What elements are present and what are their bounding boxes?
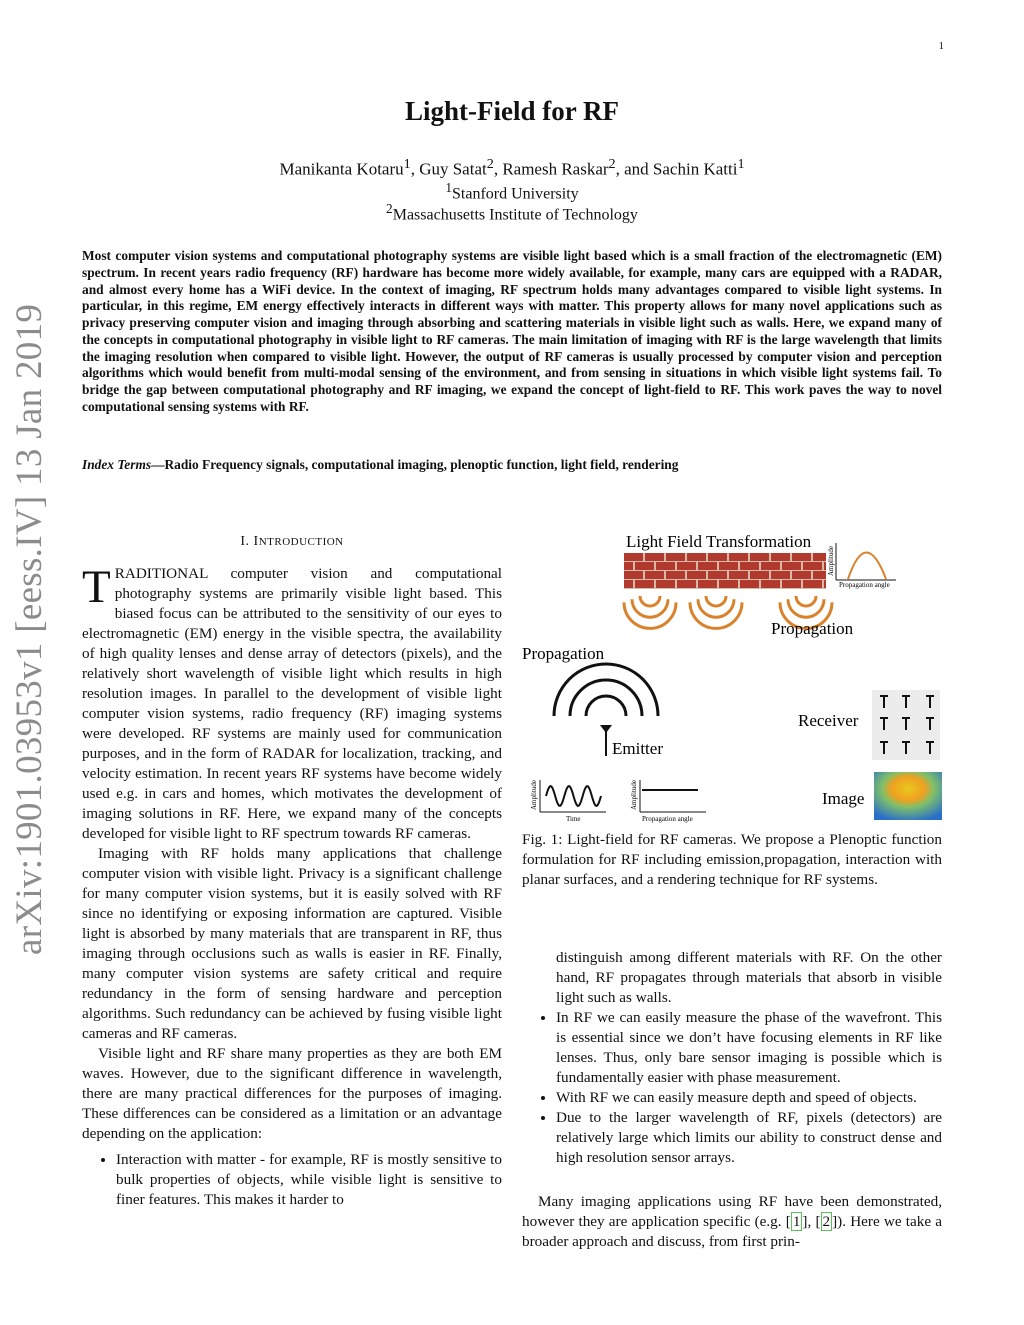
label-emitter: Emitter — [612, 739, 663, 758]
brick — [719, 562, 738, 570]
brick — [729, 571, 748, 579]
bullet-list — [522, 1008, 942, 1168]
brick — [750, 571, 769, 579]
brick — [761, 562, 780, 570]
brick — [677, 580, 696, 588]
brick — [645, 571, 664, 579]
right-column-paragraph: Many imaging applications using RF have been demonstrated, however they are application specific (e.g. [ 1 ], [ 2 ]). Here we take a broader approach and discuss, from first prin- — [522, 1193, 942, 1250]
scatter-wave-arc — [796, 596, 816, 606]
page-number: 1 — [938, 40, 944, 52]
brick — [656, 580, 675, 588]
brick — [792, 571, 811, 579]
citation-link[interactable]: 2 — [822, 1213, 831, 1230]
scatter-wave-arc — [788, 599, 824, 617]
label-light-field-transformation: Light Field Transformation — [626, 532, 812, 551]
scatter-wave-arc — [640, 596, 660, 606]
svg-text:Amplitude: Amplitude — [827, 546, 835, 576]
brick — [771, 553, 790, 561]
brick — [677, 562, 696, 570]
label-propagation-right: Propagation — [771, 619, 854, 638]
amplitude-time-plot — [530, 780, 606, 823]
affiliation: $^2$Massachusetts Institute of Technology — [386, 201, 638, 224]
amplitude-angle-flat-plot — [630, 780, 706, 823]
rendered-image — [874, 772, 942, 820]
intro-paragraph: Imaging with RF holds many applications that challenge computer vision with visible light. Privacy is a significant challenge for many computer vision systems, but it is easily solved with RF since no identifying or exposing information are captured. Visible light is absorbed by many materials that are transparent in RF, thus imaging through occlusions such as walls is easier in RF. Finally, many computer vision systems are safety critical and require redundancy in the form of sensing hardware and perception algorithms. Such redundancy can be achieved by fusing visible light cameras and RF cameras. — [82, 845, 502, 1042]
brick — [708, 553, 727, 561]
section-heading: I. INTRODUCTION — [240, 534, 344, 549]
author-list: Manikanta Kotaru$^1$, Guy Satat$^2$, Ramesh Raskar$^2$, and Sachin Katti$^1$ — [279, 156, 745, 179]
brick — [645, 553, 664, 561]
intro-column — [82, 561, 502, 1210]
emitter-wavefronts — [554, 664, 658, 716]
brick — [624, 553, 643, 561]
brick — [824, 580, 826, 588]
brick — [624, 580, 633, 588]
bullet-list — [82, 1150, 502, 1210]
abstract: Most computer vision systems and computational photography systems are visible light based which is a small fraction of the electromagnetic (EM) spectrum. In recent years radio frequency (RF) hardware has become more widely available, for example, many cars are equipped with a RADAR, and almost every home has a WiFi device. In the context of imaging, RF spectrum holds many advantages compared to visible light systems. In particular, in this regime, EM energy effectively interacts in different ways with matter. This property allows for many novel applications such as privacy preserving computer vision and imaging through absorbing and scattering materials in visible light such as walls. Here, we expand many of the concepts in computational photography in visible light to RF cameras. The main limitation of imaging with RF is the large wavelength that limits the imaging resolution when compared to visible light. However, the output of RF cameras is usually processed by computer vision and perception algorithms which would benefit from multi-modal sensing of the environment, and from sensing in situations in which visible light systems fail. To bridge the gap between computational photography and RF imaging, we expand the concept of light-field to RF. This work paves the way to novel computational sensing systems with RF. — [82, 248, 942, 414]
affiliation: $^1$Stanford University — [445, 180, 579, 203]
brick — [782, 562, 801, 570]
list-item: • Interaction with matter - for example, RF is mostly sensitive to bulk properties of objects, while visible light is sensitive to finer features. This makes it harder to — [116, 1150, 502, 1210]
arxiv-stamp: arXiv:1901.03953v1 [eess.IV] 13 Jan 2019 — [9, 303, 50, 955]
dropcap: T — [82, 561, 111, 613]
brick-wall — [624, 553, 826, 589]
brick — [803, 580, 822, 588]
svg-text:Time: Time — [566, 815, 581, 823]
brick — [729, 553, 748, 561]
emitter-icon — [600, 725, 612, 756]
brick — [771, 571, 790, 579]
brick — [666, 553, 685, 561]
brick — [740, 562, 759, 570]
brick — [656, 562, 675, 570]
list-item: • Due to the larger wavelength of RF, pixels (detectors) are relatively large which limits our ability to construct dense and high resolution sensor arrays. — [556, 1108, 942, 1168]
label-image: Image — [822, 789, 865, 808]
brick — [666, 571, 685, 579]
svg-text:Propagation angle: Propagation angle — [642, 815, 693, 823]
author-name: Ramesh Raskar — [502, 159, 609, 179]
label-receiver: Receiver — [798, 711, 859, 730]
brick — [750, 553, 769, 561]
brick — [635, 562, 654, 570]
author-name: Guy Satat — [419, 159, 487, 179]
figure-caption: Fig. 1: Light-field for RF cameras. We propose a Plenoptic function formulation for RF including emission,propagation, interaction with planar surfaces, and a rendering technique for RF systems. — [522, 831, 942, 888]
paper-title: Light-Field for RF — [405, 96, 619, 126]
scatter-wave-arc — [632, 599, 668, 617]
brick — [719, 580, 738, 588]
list-item: • With RF we can easily measure depth and speed of objects. — [556, 1088, 942, 1108]
brick — [687, 553, 706, 561]
index-terms: Index Terms—Radio Frequency signals, computational imaging, plenoptic function, light field, rendering — [82, 457, 679, 472]
brick — [813, 571, 826, 579]
brick — [782, 580, 801, 588]
scatter-wave-arc — [706, 596, 726, 606]
brick — [792, 553, 811, 561]
brick — [698, 562, 717, 570]
brick — [708, 571, 727, 579]
scatter-wave-arc — [698, 599, 734, 617]
intro-paragraph: Visible light and RF share many properties as they are both EM waves. However, due to the significant difference in wavelength, there are many practical differences for the purposes of imaging. These differences can be considered as a limitation or an advantage depending on the application: — [82, 1045, 502, 1142]
brick — [740, 580, 759, 588]
brick — [761, 580, 780, 588]
list-item: • In RF we can easily measure the phase of the wavefront. This is essential since we don’t have focusing elements in RF like lenses. Thus, only bare sensor imaging is possible which is fundamentally easier with phase measurement. — [556, 1008, 942, 1088]
intro-paragraph: TRADITIONAL computer vision and computational photography systems are primarily visible light based. This biased focus can be attributed to the sensitivity of our eyes to electromagnetic (EM) energy in the visible spectra, the availability of high quality lenses and dense array of detectors (pixels), and the relatively short wavelength of visible light which results in high resolution images. In parallel to the development of visible light computer vision systems, radio frequency (RF) imaging systems were developed. RF systems are mainly used for communication purposes, and in the form of RADAR for localization, tracking, and velocity estimation. In recent years RF systems have become widely used e.g. in cars and homes, which motivates the development of imaging solutions in RF. Here, we expand many of the concepts developed for visible light to RF spectrum towards RF cameras. — [82, 561, 502, 842]
brick — [687, 571, 706, 579]
svg-text:Amplitude: Amplitude — [530, 780, 538, 810]
brick — [803, 562, 822, 570]
figure-1 — [520, 528, 944, 828]
amplitude-angle-plot — [827, 543, 896, 589]
brick — [698, 580, 717, 588]
brick — [624, 562, 633, 570]
svg-text:Propagation angle: Propagation angle — [839, 581, 890, 589]
brick — [824, 562, 826, 570]
label-propagation-left: Propagation — [522, 644, 605, 663]
citation-link[interactable]: 1 — [792, 1213, 801, 1230]
right-column-list — [522, 948, 942, 1168]
author-name: Sachin Katti — [652, 159, 738, 179]
svg-text:Amplitude: Amplitude — [630, 780, 638, 810]
brick — [635, 580, 654, 588]
brick — [813, 553, 826, 561]
brick — [624, 571, 643, 579]
receiver-array — [872, 690, 940, 760]
list-item-continuation: distinguish among different materials with RF. On the other hand, RF propagates through materials that absorb in visible light such as walls. — [556, 949, 942, 1006]
author-name: Manikanta Kotaru — [279, 159, 404, 179]
